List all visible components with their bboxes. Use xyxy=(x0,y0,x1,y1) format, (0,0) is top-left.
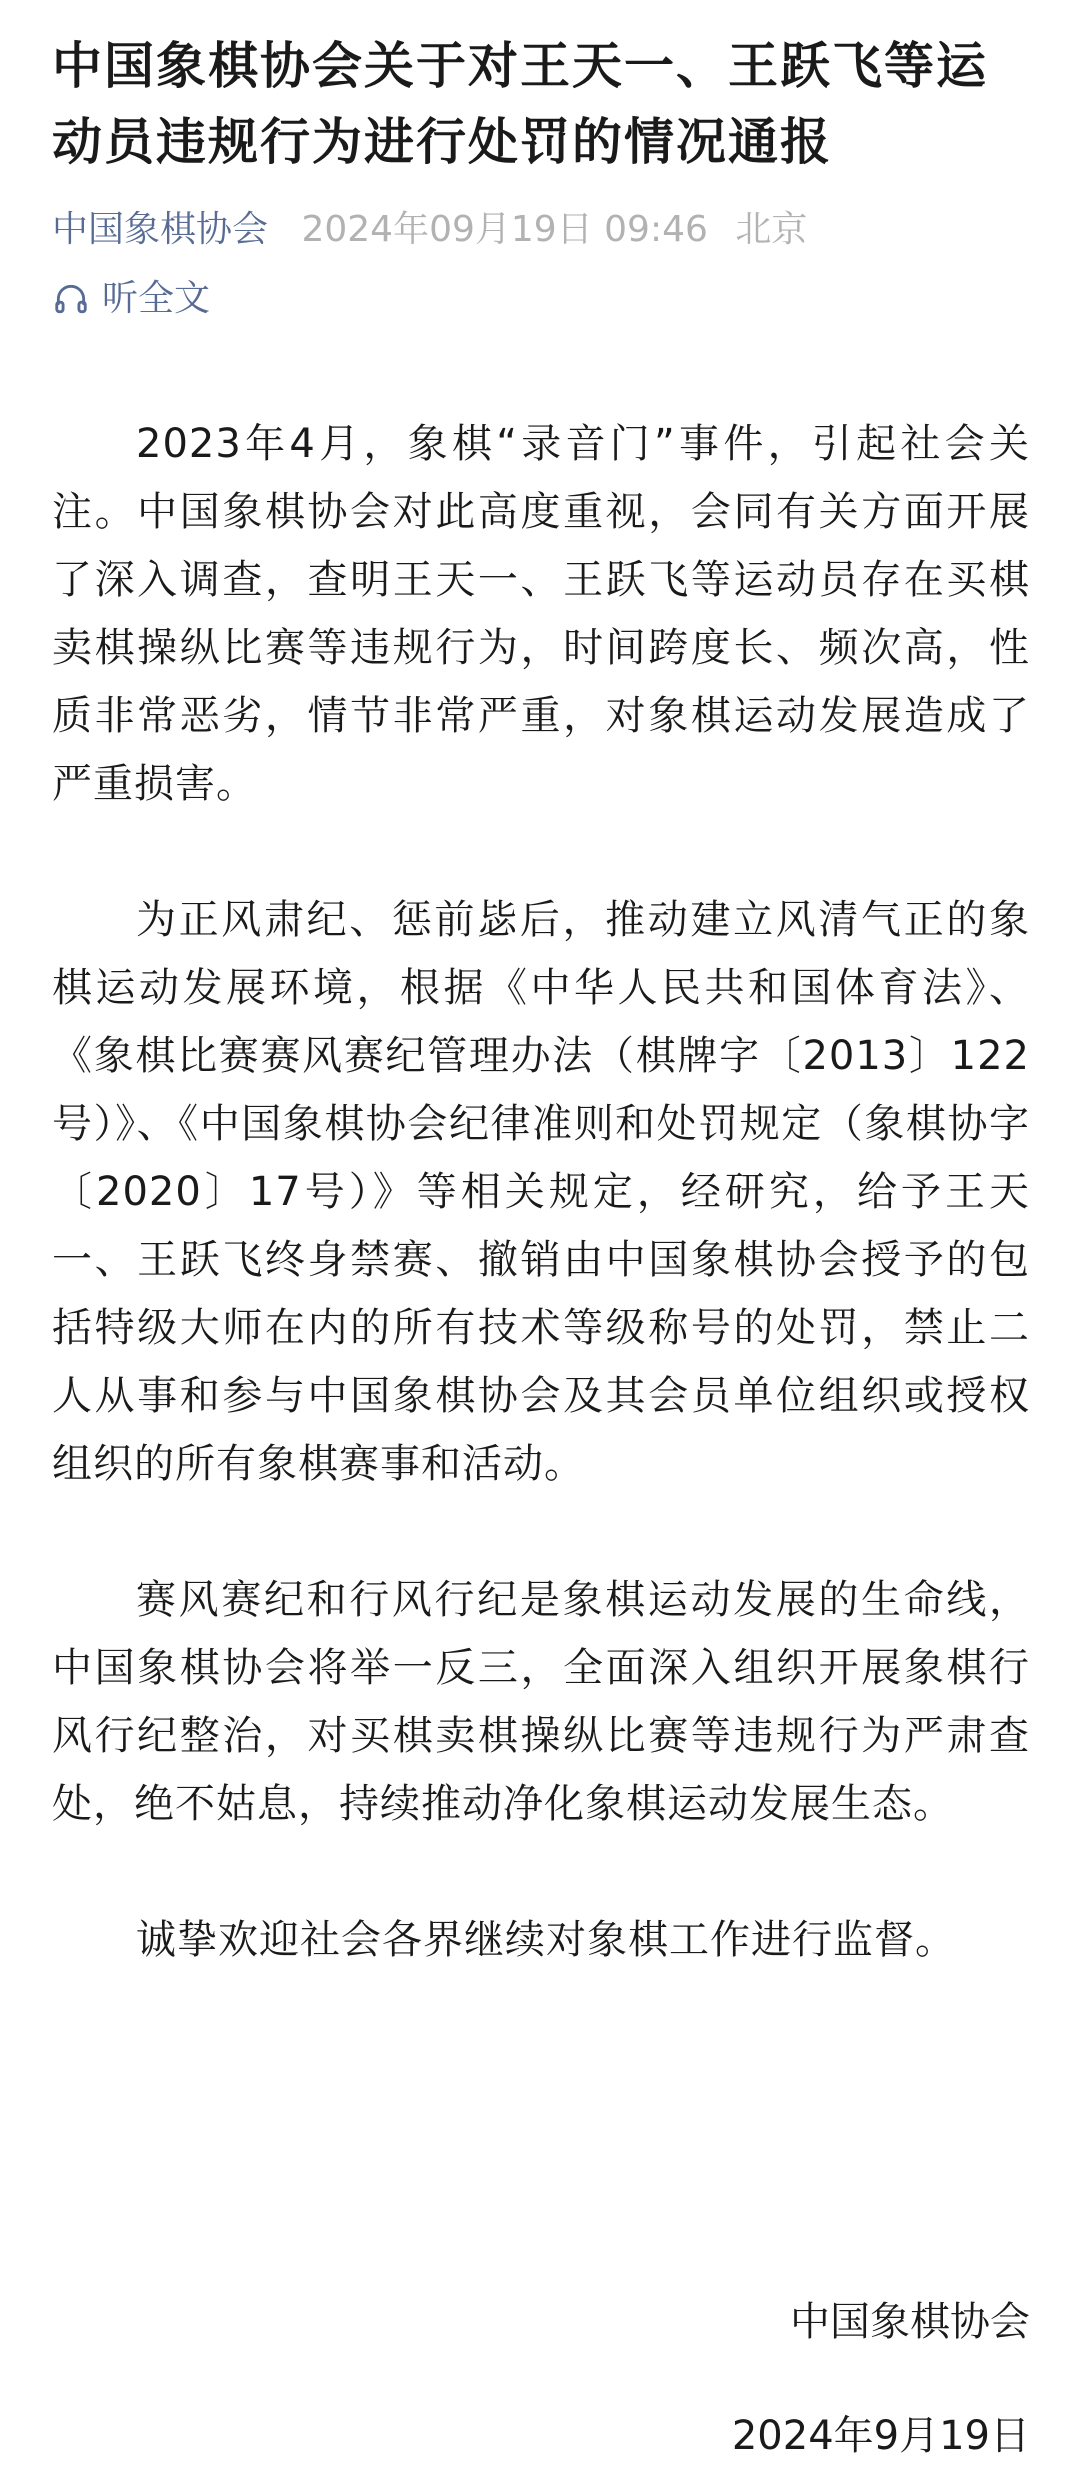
source-account-link[interactable]: 中国象棋协会 xyxy=(52,209,269,250)
publish-time: 2024年09月19日 09:46 xyxy=(301,209,708,250)
publish-location: 北京 xyxy=(735,209,808,250)
article xyxy=(52,28,1030,2042)
article-body xyxy=(52,410,1030,1974)
article-title: 中国象棋协会关于对王天一、王跃飞等运动员违规行为进行处罚的情况通报 xyxy=(52,37,988,171)
paragraph: 2023年4月，象棋“录音门”事件，引起社会关注。中国象棋协会对此高度重视，会同有关方面开展了深入调查，查明王天一、王跃飞等运动员存在买棋卖棋操纵比赛等违规行为，时间跨度长、频次高，性质非常恶劣，情节非常严重，对象棋运动发展造成了严重损害。 xyxy=(52,421,1030,807)
paragraph: 赛风赛纪和行风行纪是象棋运动发展的生命线，中国象棋协会将举一反三，全面深入组织开展象棋行风行纪整治，对买棋卖棋操纵比赛等违规行为严肃查处，绝不姑息，持续推动净化象棋运动发展生态。 xyxy=(52,1577,1030,1827)
paragraph: 为正风肃纪、惩前毖后，推动建立风清气正的象棋运动发展环境，根据《中华人民共和国体育法》、《象棋比赛赛风赛纪管理办法（棋牌字〔2013〕122号）》、《中国象棋协会纪律准则和处罚规定（象棋协字〔2020〕17号）》等相关规定，经研究，给予王天一、王跃飞终身禁赛、撤销由中国象棋协会授予的包括特级大师在内的所有技术等级称号的处罚，禁止二人从事和参与中国象棋协会及其会员单位组织或授权组织的所有象棋赛事和活动。 xyxy=(52,897,1030,1487)
signature-organization: 中国象棋协会 xyxy=(790,2299,1030,2345)
listen-full-text-button[interactable] xyxy=(52,274,1030,324)
article-meta xyxy=(52,200,1030,260)
headphones-icon xyxy=(52,280,90,318)
signature-date: 2024年9月19日 xyxy=(731,2413,1030,2459)
listen-label: 听全文 xyxy=(102,278,211,319)
paragraph: 诚挚欢迎社会各界继续对象棋工作进行监督。 xyxy=(136,1917,956,1963)
